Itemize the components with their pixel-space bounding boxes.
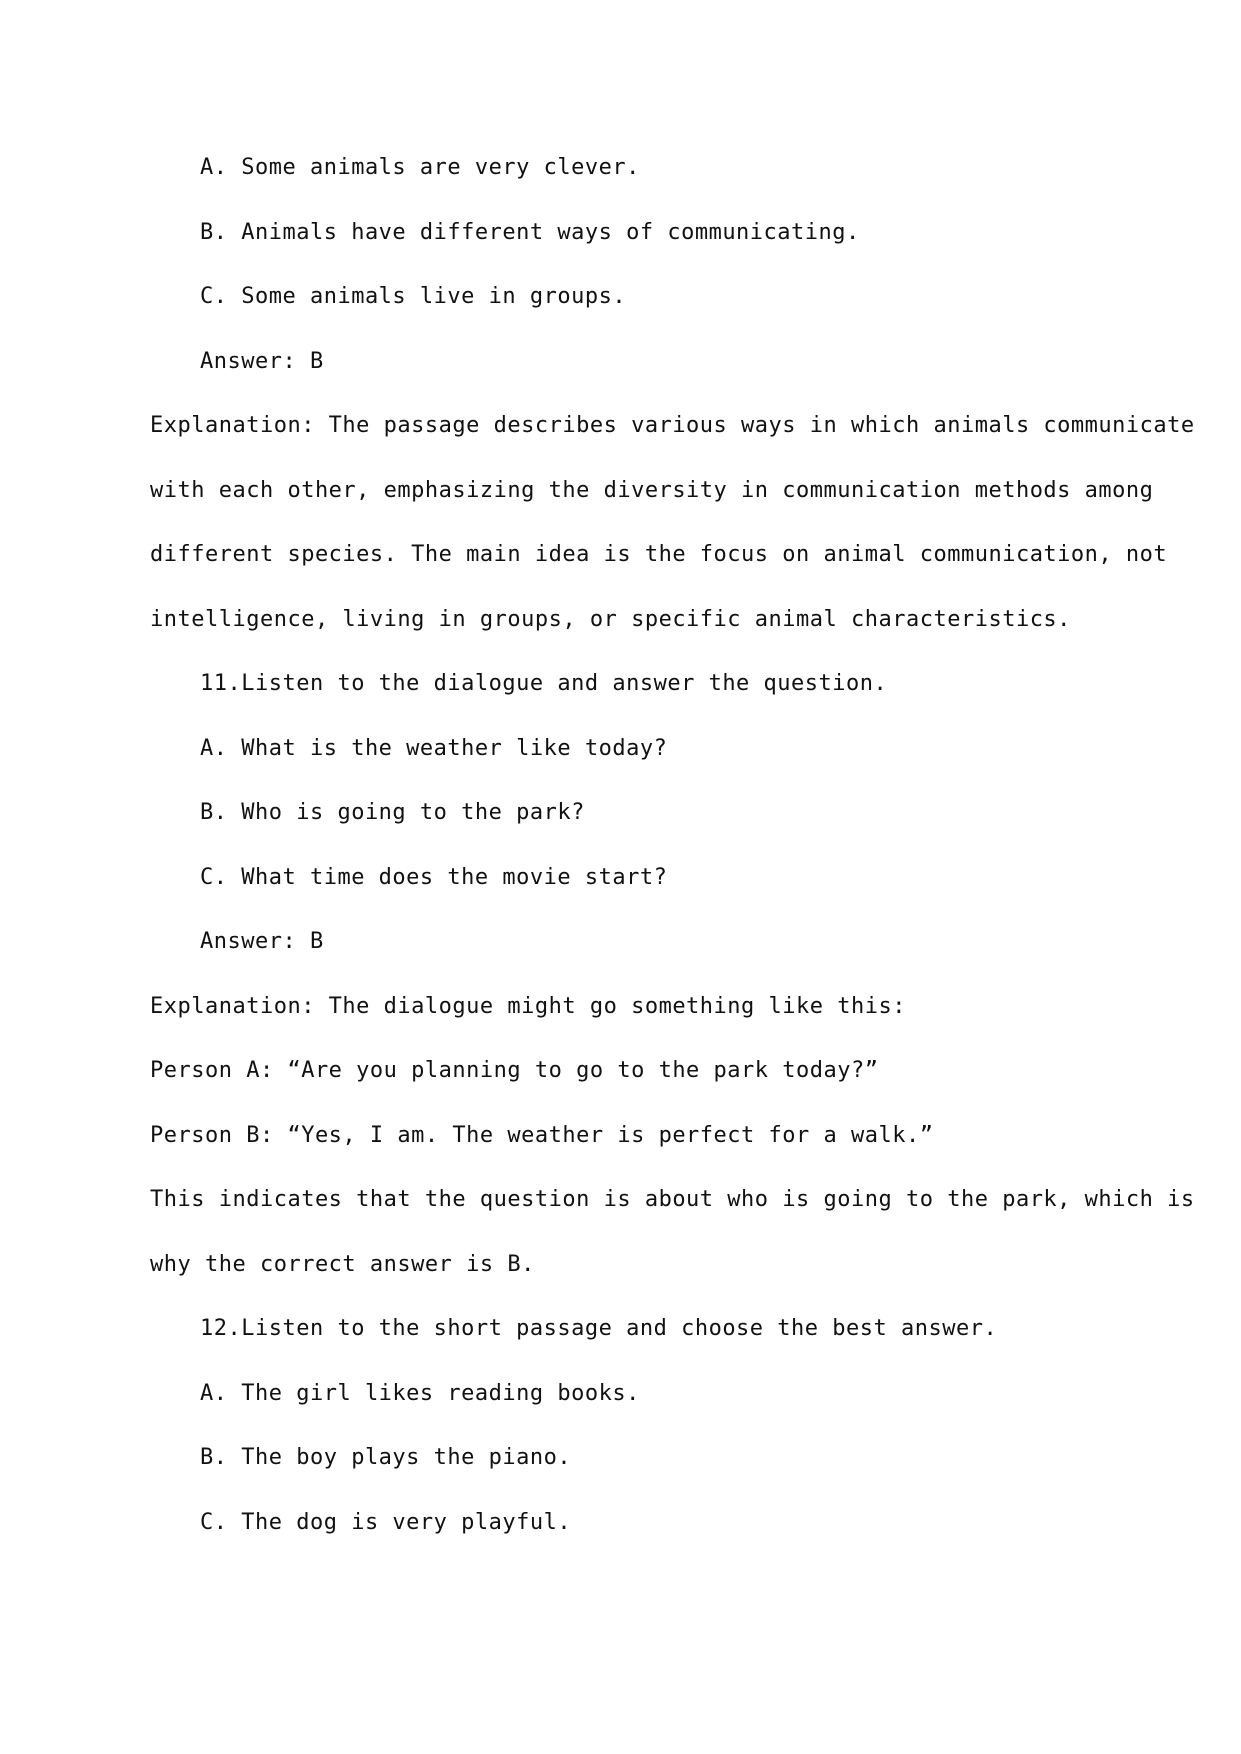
question-12: 12.Listen to the short passage and choose the best answer.	[200, 1316, 998, 1341]
option-b-q10: B. Animals have different ways of communicating.	[200, 220, 860, 245]
explanation-q10-line-2: with each other, emphasizing the diversity in communication methods among	[150, 478, 1154, 503]
option-b-q11: B. Who is going to the park?	[200, 800, 585, 825]
explanation-q11-line-2: This indicates that the question is about who is going to the park, which is	[150, 1187, 1195, 1212]
option-c-q12: C. The dog is very playful.	[200, 1510, 572, 1535]
answer-q10: Answer: B	[200, 349, 324, 374]
option-a-q12: A. The girl likes reading books.	[200, 1381, 640, 1406]
answer-q11: Answer: B	[200, 929, 324, 954]
explanation-q11-line-3: why the correct answer is B.	[150, 1252, 535, 1277]
explanation-q10-line-3: different species. The main idea is the focus on animal communication, not	[150, 542, 1168, 567]
question-11: 11.Listen to the dialogue and answer the question.	[200, 671, 888, 696]
dialogue-person-b: Person B: “Yes, I am. The weather is perfect for a walk.”	[150, 1123, 934, 1148]
explanation-q10-line-1: Explanation: The passage describes various ways in which animals communicate	[150, 413, 1195, 438]
option-c-q10: C. Some animals live in groups.	[200, 284, 627, 309]
option-a-q11: A. What is the weather like today?	[200, 736, 668, 761]
option-b-q12: B. The boy plays the piano.	[200, 1445, 572, 1470]
option-c-q11: C. What time does the movie start?	[200, 865, 668, 890]
explanation-q11-line-1: Explanation: The dialogue might go something like this:	[150, 994, 906, 1019]
dialogue-person-a: Person A: “Are you planning to go to the park today?”	[150, 1058, 879, 1083]
option-a-q10: A. Some animals are very clever.	[200, 155, 640, 180]
explanation-q10-line-4: intelligence, living in groups, or specific animal characteristics.	[150, 607, 1071, 632]
